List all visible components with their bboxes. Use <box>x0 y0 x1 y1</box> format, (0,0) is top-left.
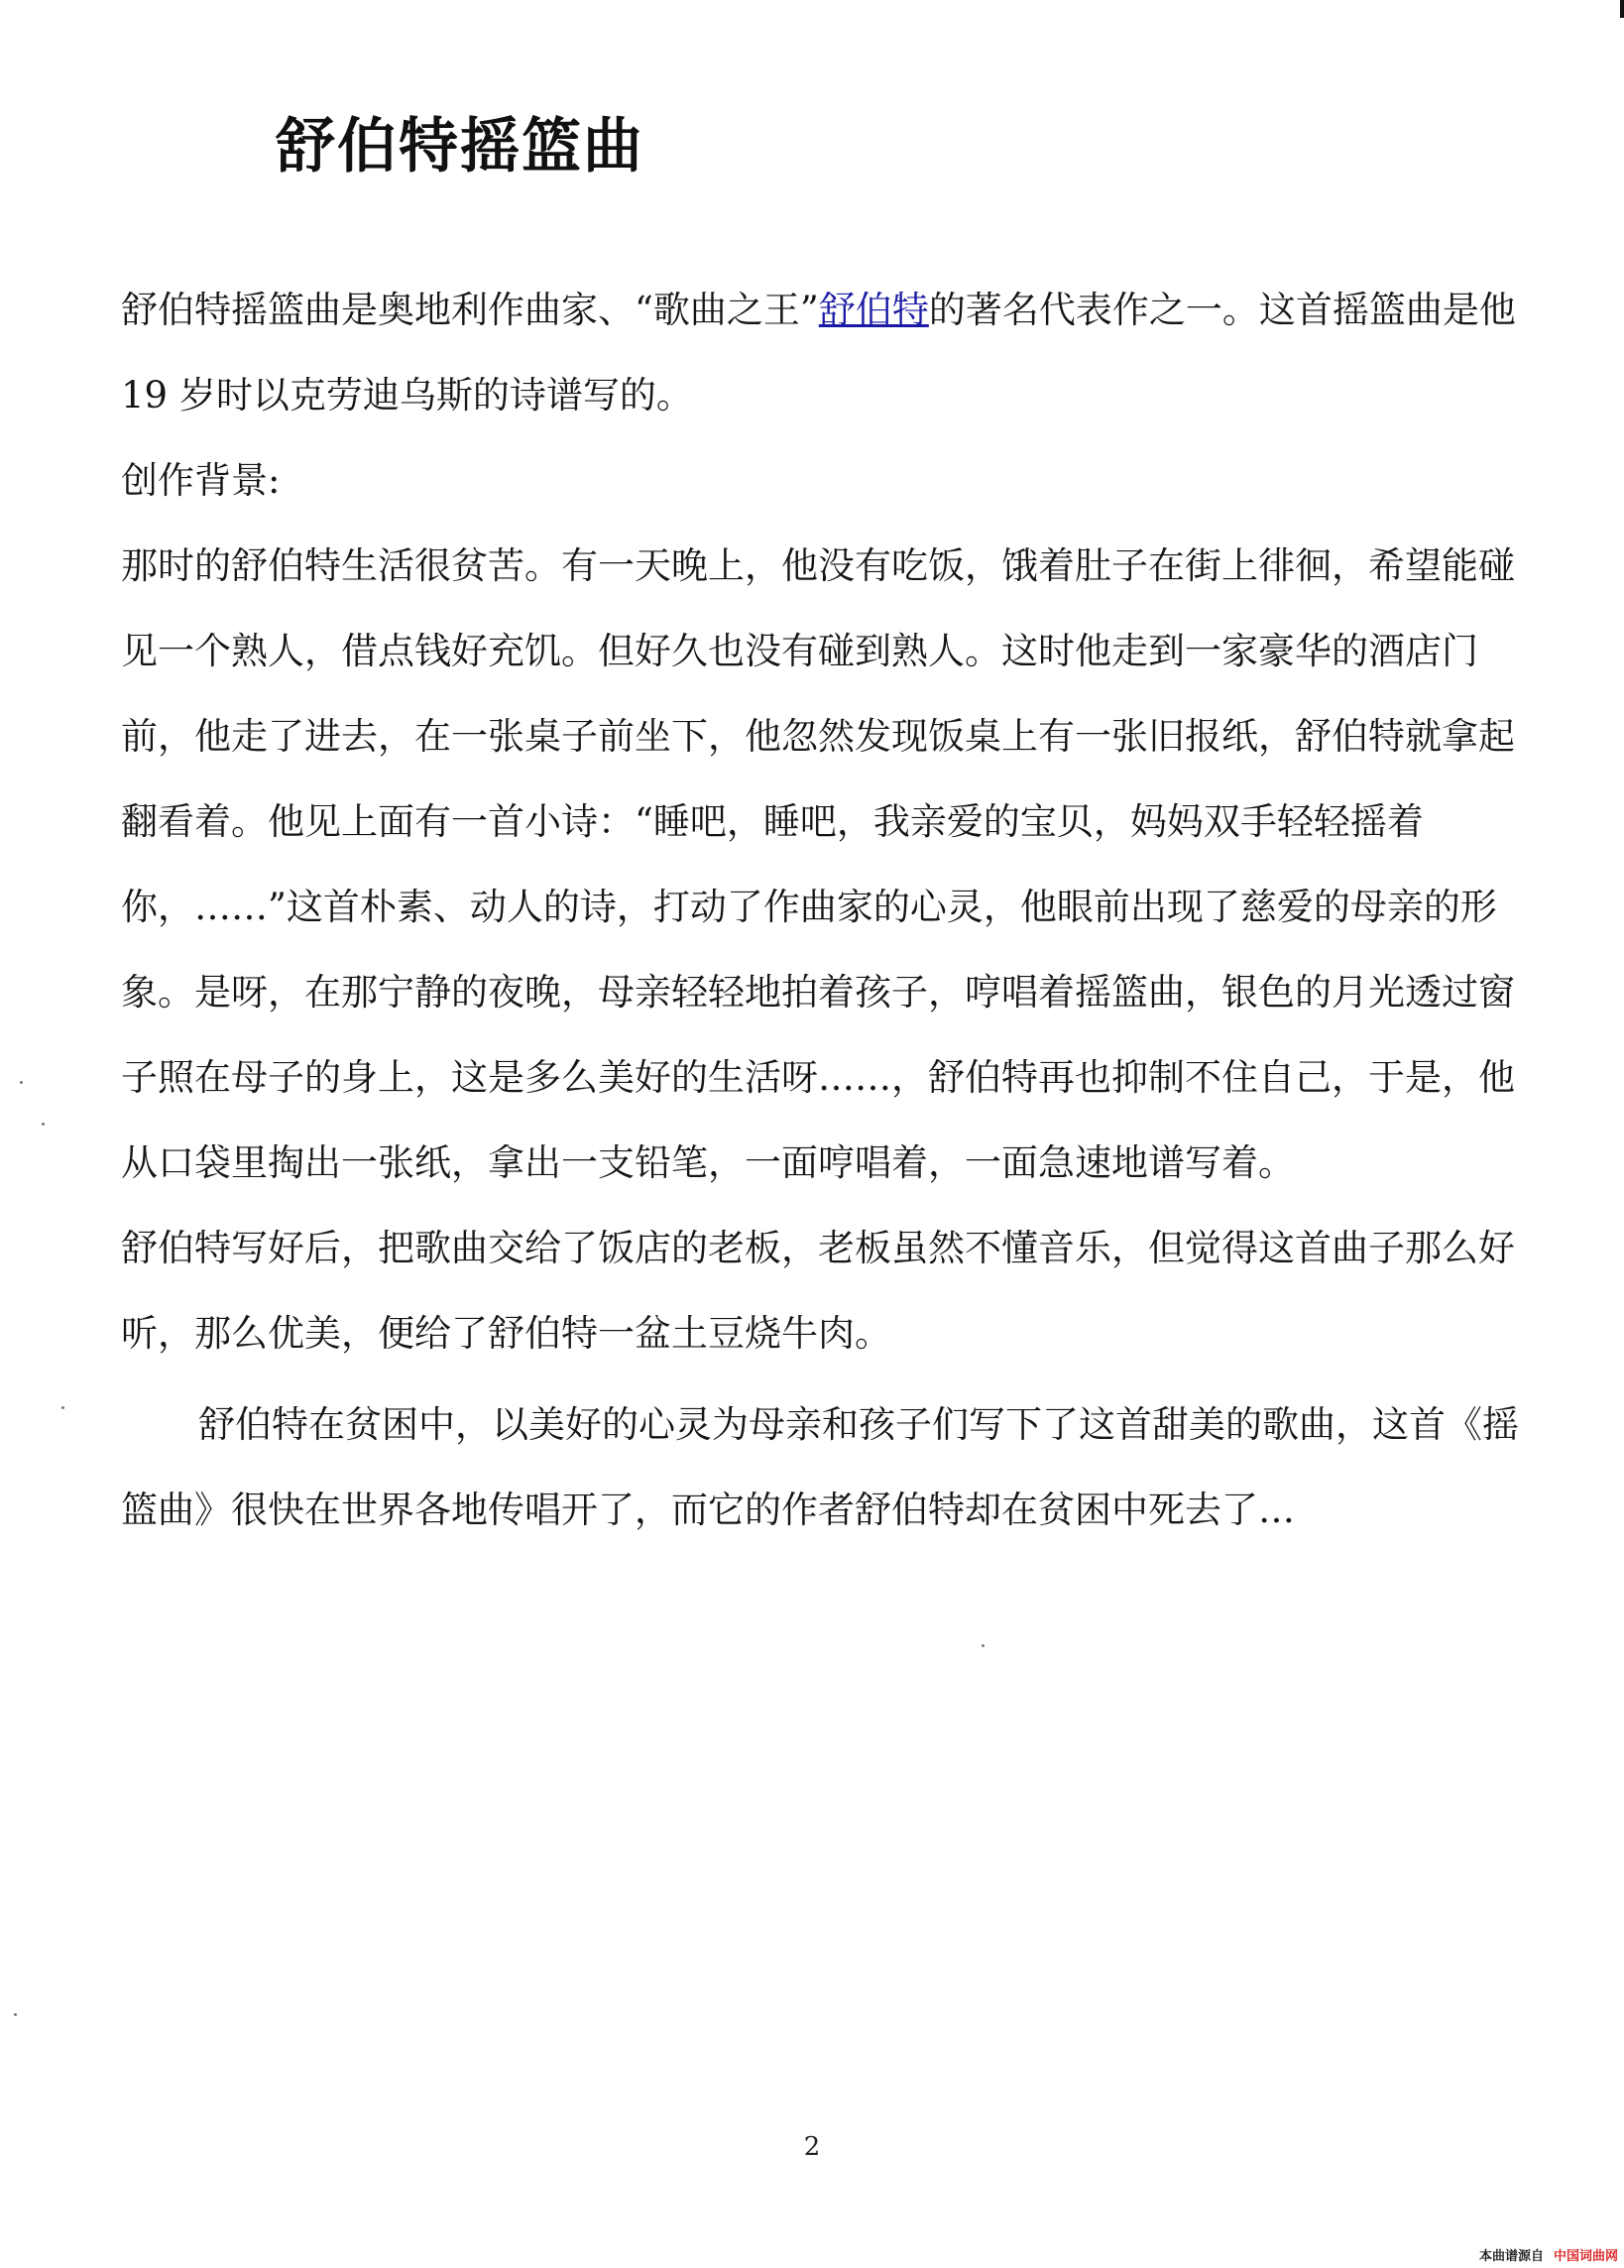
intro-text-before-link: 舒伯特摇篮曲是奥地利作曲家、“歌曲之王” <box>121 289 819 331</box>
background-paragraph: 那时的舒伯特生活很贫苦。有一天晚上，他没有吃饭，饿着肚子在街上徘徊，希望能碰见一个熟人，借点钱好充饥。但好久也没有碰到熟人。这时他走到一家豪华的酒店门前，他走了进去，在一张桌子前坐下，他忽然发现饭桌上有一张旧报纸，舒伯特就拿起翻看着。他见上面有一首小诗：“睡吧，睡吧，我亲爱的宝贝，妈妈双手轻轻摇着你，……”这首朴素、动人的诗，打动了作曲家的心灵，他眼前出现了慈爱的母亲的形象。是呀，在那宁静的夜晚，母亲轻轻地拍着孩子，哼唱着摇篮曲，银色的月光透过窗子照在母子的身上，这是多么美好的生活呀……，舒伯特再也抑制不住自己，于是，他从口袋里掏出一张纸，拿出一支铅笔，一面哼唱着，一面急速地谱写着。 <box>121 544 1515 1184</box>
scan-speck <box>42 1123 45 1126</box>
scan-corner-mark <box>1620 0 1624 18</box>
scan-speck <box>14 2013 17 2016</box>
page-title: 舒伯特摇篮曲 <box>276 112 644 181</box>
watermark-site-name: 中国词曲网 <box>1553 2249 1618 2264</box>
intro-text-after-link: 的著名代表作之一。这首摇篮曲是他 19 岁时以克劳迪乌斯的诗谱写的。 <box>121 289 1516 417</box>
watermark-source-label: 本曲谱源自 <box>1478 2249 1544 2264</box>
intro-paragraph <box>121 268 1529 438</box>
closing-paragraph: 舒伯特在贫困中，以美好的心灵为母亲和孩子们写下了这首甜美的歌曲，这首《摇篮曲》很快在世界各地传唱开了，而它的作者舒伯特却在贫困中死去了… <box>121 1403 1519 1531</box>
scan-speck <box>20 1081 23 1084</box>
schubert-link[interactable]: 舒伯特 <box>818 289 929 331</box>
scan-speck <box>61 1406 64 1409</box>
source-watermark <box>1479 2245 1618 2264</box>
scan-speck <box>982 1644 985 1647</box>
document-body <box>121 268 1529 1553</box>
restaurant-paragraph: 舒伯特写好后，把歌曲交给了饭店的老板，老板虽然不懂音乐，但觉得这首曲子那么好听，那么优美，便给了舒伯特一盆土豆烧牛肉。 <box>121 1227 1515 1355</box>
page-number: 2 <box>803 2132 821 2162</box>
section-heading: 创作背景: <box>121 459 281 502</box>
